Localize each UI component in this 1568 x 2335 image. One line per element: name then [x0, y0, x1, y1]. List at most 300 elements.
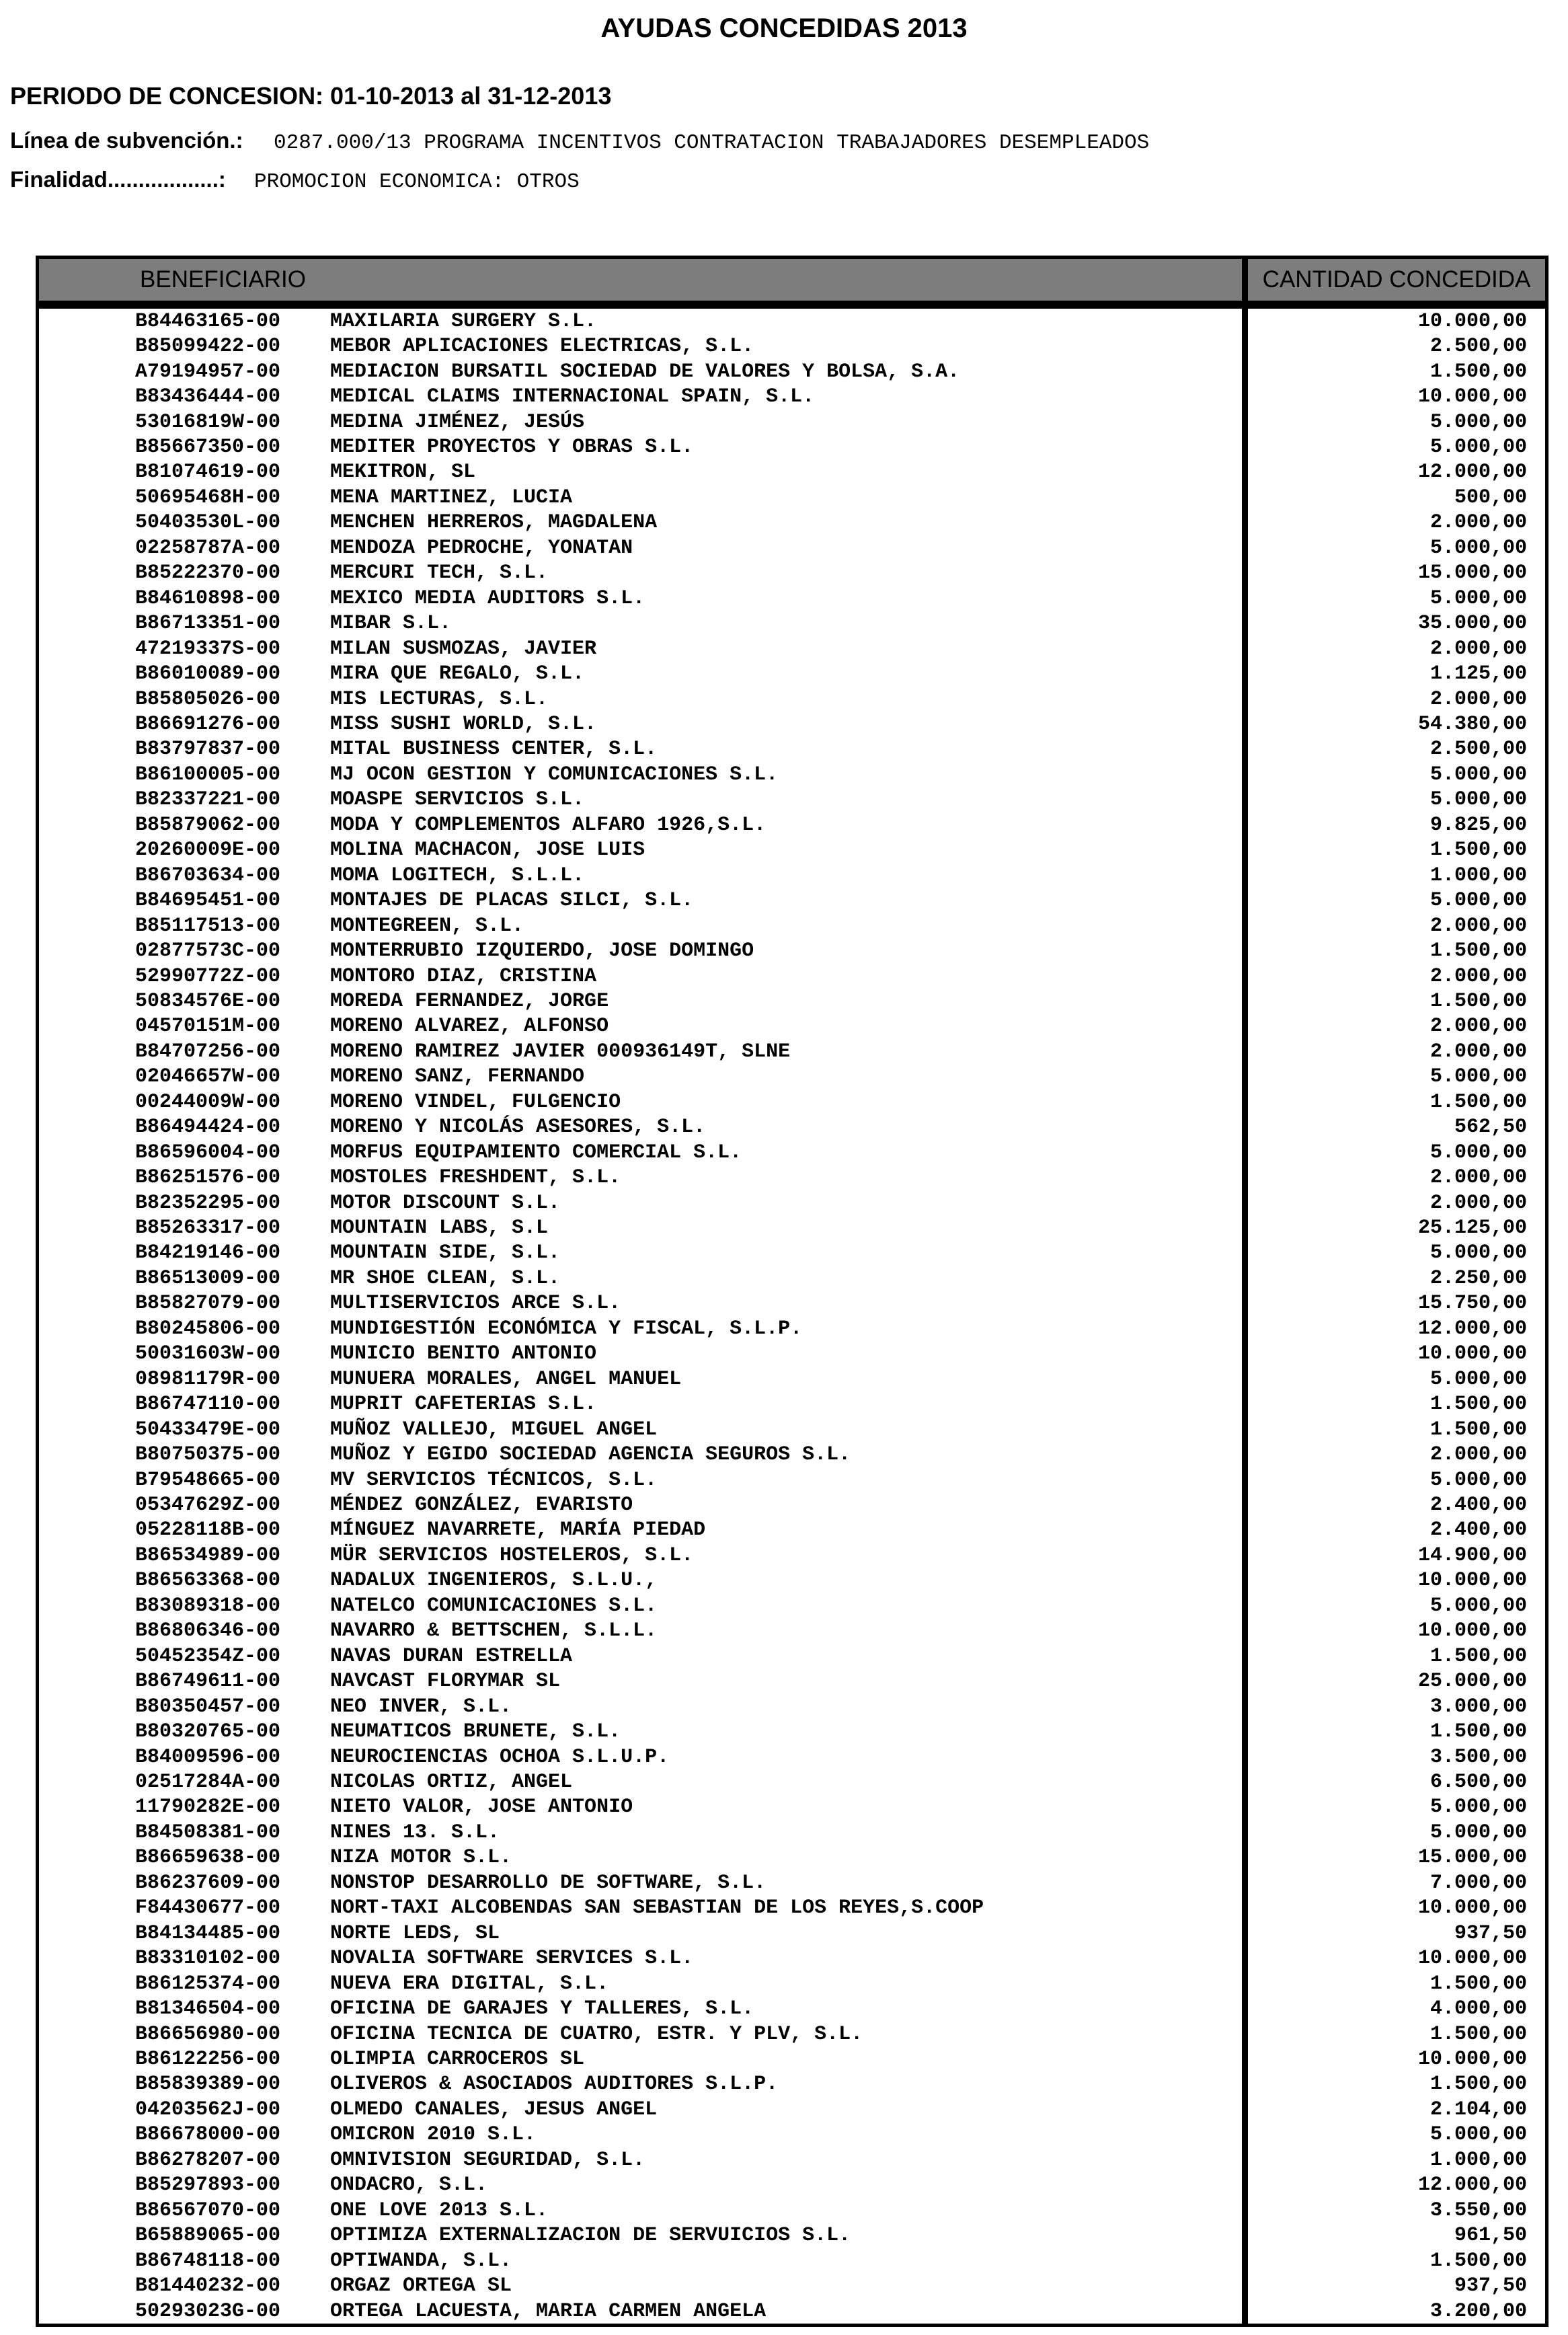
- beneficiary-name: NORTE LEDS, SL: [330, 1921, 500, 1945]
- table-row: [39, 938, 1545, 963]
- page-title: AYUDAS CONCEDIDAS 2013: [600, 13, 968, 43]
- column-header-cantidad-concedida: CANTIDAD CONCEDIDA: [1262, 266, 1531, 293]
- beneficiary-cell: [39, 1921, 1248, 1946]
- beneficiary-name: OLIMPIA CARROCEROS SL: [330, 2047, 585, 2071]
- beneficiary-id: B85667350-00: [135, 435, 281, 459]
- subsidy-line-label: Línea de subvención.:: [10, 128, 243, 153]
- table-row: [39, 1391, 1545, 1416]
- table-row: [39, 687, 1545, 712]
- table-row: [39, 1065, 1545, 1089]
- beneficiary-id: 02046657W-00: [135, 1065, 281, 1089]
- amount-granted: 6.500,00: [1429, 1771, 1527, 1794]
- beneficiary-cell: [39, 1795, 1248, 1820]
- subsidy-line-value: 0287.000/13 PROGRAMA INCENTIVOS CONTRATACION TRABAJADORES DESEMPLEADOS: [274, 131, 1150, 155]
- amount-granted: 2.000,00: [1429, 1015, 1527, 1038]
- amount-granted: 5.000,00: [1429, 2123, 1527, 2147]
- beneficiary-name: MEDICAL CLAIMS INTERNACIONAL SPAIN, S.L.: [330, 385, 815, 409]
- amount-granted: 1.500,00: [1429, 940, 1527, 963]
- amount-granted: 12.000,00: [1417, 1317, 1527, 1340]
- beneficiary-id: B86659638-00: [135, 1846, 281, 1870]
- amount-granted: 2.000,00: [1429, 1166, 1527, 1190]
- table-row: [39, 309, 1545, 334]
- beneficiary-id: B86563368-00: [135, 1569, 281, 1593]
- beneficiary-id: B85827079-00: [135, 1292, 281, 1315]
- beneficiary-cell: [39, 1065, 1248, 1089]
- table-row: [39, 1870, 1545, 1895]
- amount-granted: 937,50: [1454, 1921, 1527, 1945]
- beneficiary-id: B86748118-00: [135, 2249, 281, 2272]
- beneficiary-cell: [39, 1266, 1248, 1291]
- beneficiary-id: B85879062-00: [135, 813, 281, 837]
- amount-granted: 1.500,00: [1429, 1418, 1527, 1441]
- beneficiary-id: 04570151M-00: [135, 1015, 281, 1038]
- beneficiary-id: F84430677-00: [135, 1897, 281, 1920]
- table-row: [39, 434, 1545, 459]
- beneficiary-name: MOMA LOGITECH, S.L.L.: [330, 864, 585, 887]
- table-row: [39, 611, 1545, 636]
- beneficiary-name: MENA MARTINEZ, LUCIA: [330, 486, 573, 509]
- table-row: [39, 1745, 1545, 1769]
- table-row: [39, 1518, 1545, 1543]
- beneficiary-id: B86567070-00: [135, 2198, 281, 2222]
- beneficiary-id: 08981179R-00: [135, 1367, 281, 1391]
- beneficiary-name: MUÑOZ Y EGIDO SOCIEDAD AGENCIA SEGUROS S.L.: [330, 1443, 851, 1467]
- beneficiary-cell: [39, 1543, 1248, 1568]
- beneficiary-cell: [39, 359, 1248, 384]
- table-body: [39, 309, 1545, 2324]
- table-row: [39, 1896, 1545, 1921]
- beneficiary-id: 50293023G-00: [135, 2299, 281, 2323]
- amount-granted: 2.250,00: [1429, 1266, 1527, 1290]
- beneficiary-cell: [39, 2223, 1248, 2248]
- beneficiary-name: MUNUERA MORALES, ANGEL MANUEL: [330, 1367, 682, 1391]
- amount-granted: 10.000,00: [1417, 1619, 1527, 1643]
- beneficiary-cell: [39, 1745, 1248, 1769]
- beneficiary-name: MENCHEN HERREROS, MAGDALENA: [330, 511, 658, 535]
- beneficiary-name: NEO INVER, S.L.: [330, 1695, 512, 1718]
- amount-granted: 1.500,00: [1429, 1644, 1527, 1668]
- beneficiary-name: MORENO Y NICOLÁS ASESORES, S.L.: [330, 1116, 706, 1139]
- beneficiary-id: 02258787A-00: [135, 536, 281, 560]
- amount-granted: 25.125,00: [1417, 1217, 1527, 1240]
- table-row: [39, 762, 1545, 787]
- beneficiary-id: B80320765-00: [135, 1720, 281, 1744]
- table-row: [39, 510, 1545, 535]
- table-row: [39, 535, 1545, 560]
- beneficiary-name: MEDIACION BURSATIL SOCIEDAD DE VALORES Y BOLSA, S.A.: [330, 360, 960, 383]
- beneficiary-id: B86713351-00: [135, 612, 281, 636]
- beneficiary-id: 11790282E-00: [135, 1796, 281, 1819]
- amount-granted: 54.380,00: [1417, 712, 1527, 736]
- table-row: [39, 1115, 1545, 1140]
- amount-granted: 1.000,00: [1429, 2148, 1527, 2172]
- amount-granted: 2.000,00: [1429, 511, 1527, 535]
- beneficiary-id: 50433479E-00: [135, 1418, 281, 1441]
- amount-granted: 5.000,00: [1429, 410, 1527, 434]
- table-row: [39, 2147, 1545, 2172]
- amount-granted: 10.000,00: [1417, 2047, 1527, 2071]
- amount-granted: 10.000,00: [1417, 309, 1527, 333]
- beneficiary-cell: [39, 2097, 1248, 2122]
- amount-granted: 15.000,00: [1417, 1846, 1527, 1870]
- beneficiary-name: MÉNDEZ GONZÁLEZ, EVARISTO: [330, 1494, 633, 1517]
- beneficiary-cell: [39, 1014, 1248, 1039]
- beneficiary-cell: [39, 1291, 1248, 1316]
- table-row: [39, 913, 1545, 938]
- beneficiary-id: 00244009W-00: [135, 1090, 281, 1114]
- amount-granted: 1.500,00: [1429, 2249, 1527, 2272]
- beneficiary-cell: [39, 1896, 1248, 1921]
- beneficiary-name: MJ OCON GESTION Y COMUNICACIONES S.L.: [330, 763, 779, 786]
- purpose-label: Finalidad..................:: [10, 167, 226, 192]
- beneficiary-id: B86596004-00: [135, 1141, 281, 1164]
- beneficiary-id: B86122256-00: [135, 2047, 281, 2071]
- beneficiary-name: MULTISERVICIOS ARCE S.L.: [330, 1292, 621, 1315]
- amount-granted: 1.500,00: [1429, 839, 1527, 862]
- beneficiary-cell: [39, 1115, 1248, 1140]
- amount-granted: 14.900,00: [1417, 1543, 1527, 1567]
- amount-granted: 2.400,00: [1429, 1519, 1527, 1542]
- beneficiary-name: ORTEGA LACUESTA, MARIA CARMEN ANGELA: [330, 2299, 767, 2323]
- beneficiary-cell: [39, 1367, 1248, 1391]
- beneficiary-id: B86494424-00: [135, 1116, 281, 1139]
- table-row: [39, 964, 1545, 989]
- beneficiary-name: NOVALIA SOFTWARE SERVICES S.L.: [330, 1947, 694, 1970]
- amount-granted: 2.000,00: [1429, 1191, 1527, 1215]
- beneficiary-id: 20260009E-00: [135, 839, 281, 862]
- beneficiary-id: B85222370-00: [135, 562, 281, 585]
- beneficiary-name: NIZA MOTOR S.L.: [330, 1846, 512, 1870]
- beneficiary-cell: [39, 661, 1248, 686]
- amount-granted: 2.000,00: [1429, 914, 1527, 937]
- amount-granted: 562,50: [1454, 1116, 1527, 1139]
- beneficiary-name: MR SHOE CLEAN, S.L.: [330, 1266, 561, 1290]
- beneficiary-id: B86534989-00: [135, 1543, 281, 1567]
- beneficiary-name: OMICRON 2010 S.L.: [330, 2123, 537, 2147]
- amount-granted: 3.550,00: [1429, 2198, 1527, 2222]
- table-row: [39, 1845, 1545, 1870]
- table-row: [39, 1165, 1545, 1190]
- beneficiary-cell: [39, 1492, 1248, 1517]
- beneficiary-id: B85263317-00: [135, 1217, 281, 1240]
- beneficiary-cell: [39, 863, 1248, 888]
- amount-granted: 5.000,00: [1429, 1241, 1527, 1265]
- beneficiary-name: MORENO RAMIREZ JAVIER 000936149T, SLNE: [330, 1040, 791, 1063]
- beneficiary-name: NAVAS DURAN ESTRELLA: [330, 1644, 573, 1668]
- beneficiary-name: NINES 13. S.L.: [330, 1821, 500, 1844]
- beneficiary-cell: [39, 2072, 1248, 2097]
- beneficiary-id: 47219337S-00: [135, 637, 281, 660]
- amount-granted: 7.000,00: [1429, 1871, 1527, 1894]
- amount-granted: 5.000,00: [1429, 889, 1527, 913]
- beneficiary-cell: [39, 1568, 1248, 1593]
- amount-granted: 937,50: [1454, 2274, 1527, 2298]
- beneficiary-id: B65889065-00: [135, 2224, 281, 2248]
- beneficiary-id: B82352295-00: [135, 1191, 281, 1215]
- amount-granted: 2.000,00: [1429, 637, 1527, 660]
- table-row: [39, 1996, 1545, 2021]
- table-row: [39, 1241, 1545, 1266]
- beneficiary-id: 52990772Z-00: [135, 964, 281, 988]
- beneficiary-id: B80245806-00: [135, 1317, 281, 1340]
- beneficiary-cell: [39, 687, 1248, 712]
- table-row: [39, 410, 1545, 434]
- beneficiary-name: MEXICO MEDIA AUDITORS S.L.: [330, 586, 645, 610]
- beneficiary-name: MÜR SERVICIOS HOSTELEROS, S.L.: [330, 1543, 694, 1567]
- beneficiary-name: NEUROCIENCIAS OCHOA S.L.U.P.: [330, 1745, 670, 1769]
- beneficiary-name: MONTEGREEN, S.L.: [330, 914, 524, 937]
- beneficiary-name: MÍNGUEZ NAVARRETE, MARÍA PIEDAD: [330, 1519, 706, 1542]
- beneficiary-id: B84219146-00: [135, 1241, 281, 1265]
- beneficiary-id: B83797837-00: [135, 738, 281, 761]
- amount-granted: 5.000,00: [1429, 1065, 1527, 1089]
- beneficiary-cell: [39, 1417, 1248, 1442]
- beneficiary-cell: [39, 712, 1248, 736]
- beneficiary-name: NAVARRO & BETTSCHEN, S.L.L.: [330, 1619, 658, 1643]
- table-row: [39, 1089, 1545, 1114]
- amount-granted: 10.000,00: [1417, 385, 1527, 409]
- beneficiary-cell: [39, 1342, 1248, 1367]
- table-row: [39, 2072, 1545, 2097]
- table-row: [39, 1971, 1545, 1996]
- beneficiary-name: MOLINA MACHACON, JOSE LUIS: [330, 839, 645, 862]
- amount-granted: 5.000,00: [1429, 435, 1527, 459]
- table-row: [39, 1291, 1545, 1316]
- beneficiary-cell: [39, 1518, 1248, 1543]
- amount-granted: 1.125,00: [1429, 662, 1527, 686]
- beneficiary-cell: [39, 384, 1248, 409]
- beneficiary-name: MOUNTAIN SIDE, S.L.: [330, 1241, 561, 1265]
- beneficiary-id: B85099422-00: [135, 335, 281, 358]
- amount-granted: 5.000,00: [1429, 536, 1527, 560]
- beneficiary-cell: [39, 1946, 1248, 1970]
- beneficiary-name: MOUNTAIN LABS, S.L: [330, 1217, 549, 1240]
- beneficiary-name: MAXILARIA SURGERY S.L.: [330, 309, 597, 333]
- table-row: [39, 2248, 1545, 2273]
- table-row: [39, 2299, 1545, 2324]
- beneficiary-cell: [39, 561, 1248, 586]
- beneficiary-cell: [39, 2248, 1248, 2273]
- amount-granted: 1.000,00: [1429, 864, 1527, 887]
- beneficiary-name: MUNDIGESTIÓN ECONÓMICA Y FISCAL, S.L.P.: [330, 1317, 803, 1340]
- amount-granted: 5.000,00: [1429, 586, 1527, 610]
- beneficiary-cell: [39, 938, 1248, 963]
- table-row: [39, 2198, 1545, 2223]
- table-row: [39, 1568, 1545, 1593]
- beneficiary-cell: [39, 1845, 1248, 1870]
- table-row: [39, 1694, 1545, 1719]
- beneficiary-cell: [39, 334, 1248, 358]
- beneficiary-name: MEBOR APLICACIONES ELECTRICAS, S.L.: [330, 335, 754, 358]
- beneficiary-id: 50403530L-00: [135, 511, 281, 535]
- beneficiary-cell: [39, 410, 1248, 434]
- amount-granted: 2.000,00: [1429, 964, 1527, 988]
- amount-granted: 1.500,00: [1429, 2022, 1527, 2046]
- beneficiary-name: OLMEDO CANALES, JESUS ANGEL: [330, 2098, 658, 2121]
- beneficiary-name: MOASPE SERVICIOS S.L.: [330, 788, 585, 812]
- beneficiary-cell: [39, 1769, 1248, 1794]
- beneficiary-cell: [39, 309, 1248, 334]
- beneficiary-id: 05228118B-00: [135, 1519, 281, 1542]
- table-row: [39, 838, 1545, 863]
- beneficiary-name: NADALUX INGENIEROS, S.L.U.,: [330, 1569, 658, 1593]
- amount-granted: 9.825,00: [1429, 813, 1527, 837]
- beneficiary-cell: [39, 1140, 1248, 1165]
- beneficiary-id: B86691276-00: [135, 712, 281, 736]
- beneficiary-cell: [39, 1391, 1248, 1416]
- beneficiary-id: 04203562J-00: [135, 2098, 281, 2121]
- beneficiary-id: B84009596-00: [135, 1745, 281, 1769]
- amount-granted: 500,00: [1454, 486, 1527, 509]
- table-row: [39, 661, 1545, 686]
- beneficiary-id: 50695468H-00: [135, 486, 281, 509]
- beneficiary-id: 05347629Z-00: [135, 1494, 281, 1517]
- beneficiary-name: NATELCO COMUNICACIONES S.L.: [330, 1594, 658, 1617]
- table-row: [39, 1820, 1545, 1845]
- beneficiary-name: MORENO VINDEL, FULGENCIO: [330, 1090, 621, 1114]
- beneficiary-cell: [39, 535, 1248, 560]
- beneficiary-cell: [39, 913, 1248, 938]
- beneficiary-cell: [39, 812, 1248, 837]
- purpose-line: [10, 167, 580, 194]
- beneficiary-cell: [39, 1593, 1248, 1618]
- table-row: [39, 1644, 1545, 1669]
- beneficiary-cell: [39, 586, 1248, 611]
- table-row: [39, 2022, 1545, 2046]
- beneficiary-id: B80750375-00: [135, 1443, 281, 1467]
- beneficiary-id: 50452354Z-00: [135, 1644, 281, 1668]
- amount-granted: 3.500,00: [1429, 1745, 1527, 1769]
- table-row: [39, 1769, 1545, 1794]
- amount-granted: 1.500,00: [1429, 360, 1527, 383]
- beneficiary-name: OPTIWANDA, S.L.: [330, 2249, 512, 2272]
- amount-granted: 35.000,00: [1417, 612, 1527, 636]
- beneficiary-id: B86278207-00: [135, 2148, 281, 2172]
- beneficiary-id: B86749611-00: [135, 1670, 281, 1693]
- table-row: [39, 1619, 1545, 1644]
- amount-granted: 2.104,00: [1429, 2098, 1527, 2121]
- beneficiary-name: OPTIMIZA EXTERNALIZACION DE SERVUICIOS S.L.: [330, 2224, 851, 2248]
- table-row: [39, 788, 1545, 812]
- table-row: [39, 812, 1545, 837]
- beneficiary-cell: [39, 1215, 1248, 1240]
- table-row: [39, 2122, 1545, 2147]
- beneficiary-name: ORGAZ ORTEGA SL: [330, 2274, 512, 2298]
- beneficiary-id: B84610898-00: [135, 586, 281, 610]
- table-row: [39, 334, 1545, 358]
- amount-granted: 5.000,00: [1429, 1796, 1527, 1819]
- beneficiary-cell: [39, 1165, 1248, 1190]
- table-row: [39, 1266, 1545, 1291]
- amount-granted: 25.000,00: [1417, 1670, 1527, 1693]
- beneficiary-cell: [39, 485, 1248, 510]
- beneficiary-name: MUNICIO BENITO ANTONIO: [330, 1342, 597, 1366]
- beneficiary-name: OFICINA DE GARAJES Y TALLERES, S.L.: [330, 1997, 754, 2021]
- table-row: [39, 1921, 1545, 1946]
- amount-granted: 2.500,00: [1429, 335, 1527, 358]
- beneficiary-cell: [39, 1669, 1248, 1693]
- beneficiary-cell: [39, 788, 1248, 812]
- beneficiary-id: B84707256-00: [135, 1040, 281, 1063]
- amount-granted: 4.000,00: [1429, 1997, 1527, 2021]
- amount-granted: 2.000,00: [1429, 1443, 1527, 1467]
- table-row: [39, 1417, 1545, 1442]
- beneficiary-id: 02517284A-00: [135, 1771, 281, 1794]
- table-row: [39, 1316, 1545, 1341]
- amount-granted: 2.000,00: [1429, 687, 1527, 711]
- beneficiary-cell: [39, 1190, 1248, 1215]
- beneficiary-cell: [39, 1241, 1248, 1266]
- beneficiary-cell: [39, 434, 1248, 459]
- beneficiary-cell: [39, 1971, 1248, 1996]
- amount-granted: 12.000,00: [1417, 461, 1527, 484]
- table-row: [39, 2173, 1545, 2198]
- beneficiary-cell: [39, 2198, 1248, 2223]
- beneficiary-name: OFICINA TECNICA DE CUATRO, ESTR. Y PLV, S.L.: [330, 2022, 863, 2046]
- amount-granted: 1.500,00: [1429, 1090, 1527, 1114]
- beneficiary-cell: [39, 1719, 1248, 1744]
- table-row: [39, 1946, 1545, 1970]
- amount-granted: 1.500,00: [1429, 1972, 1527, 1995]
- amount-granted: 1.500,00: [1429, 1393, 1527, 1416]
- beneficiary-cell: [39, 1694, 1248, 1719]
- amount-granted: 5.000,00: [1429, 1468, 1527, 1492]
- amount-granted: 1.500,00: [1429, 989, 1527, 1013]
- table-row: [39, 2223, 1545, 2248]
- table-row: [39, 359, 1545, 384]
- beneficiary-name: NIETO VALOR, JOSE ANTONIO: [330, 1796, 633, 1819]
- beneficiary-id: B86513009-00: [135, 1266, 281, 1290]
- table-row: [39, 712, 1545, 736]
- beneficiary-cell: [39, 1996, 1248, 2021]
- table-row: [39, 1140, 1545, 1165]
- beneficiary-cell: [39, 636, 1248, 661]
- table-row: [39, 1367, 1545, 1391]
- beneficiary-name: MERCURI TECH, S.L.: [330, 562, 549, 585]
- amount-granted: 5.000,00: [1429, 1821, 1527, 1844]
- amount-granted: 3.000,00: [1429, 1695, 1527, 1718]
- beneficiary-name: ONE LOVE 2013 S.L.: [330, 2198, 549, 2222]
- beneficiary-id: 50031603W-00: [135, 1342, 281, 1366]
- beneficiary-cell: [39, 2273, 1248, 2298]
- amount-granted: 5.000,00: [1429, 1141, 1527, 1164]
- table-row: [39, 2273, 1545, 2298]
- concession-period-line: PERIODO DE CONCESION: 01-10-2013 al 31-12-2013: [10, 82, 612, 110]
- table-row: [39, 2046, 1545, 2071]
- beneficiary-name: MEKITRON, SL: [330, 461, 476, 484]
- beneficiary-id: B86125374-00: [135, 1972, 281, 1995]
- table-row: [39, 1492, 1545, 1517]
- beneficiary-id: B83310102-00: [135, 1947, 281, 1970]
- beneficiary-name: MONTAJES DE PLACAS SILCI, S.L.: [330, 889, 694, 913]
- purpose-value: PROMOCION ECONOMICA: OTROS: [254, 170, 580, 194]
- table-row: [39, 384, 1545, 409]
- beneficiary-id: B85805026-00: [135, 687, 281, 711]
- beneficiary-id: B86703634-00: [135, 864, 281, 887]
- beneficiary-name: MORENO SANZ, FERNANDO: [330, 1065, 585, 1089]
- beneficiary-id: B81346504-00: [135, 1997, 281, 2021]
- amount-granted: 15.750,00: [1417, 1292, 1527, 1315]
- beneficiary-name: MORFUS EQUIPAMIENTO COMERCIAL S.L.: [330, 1141, 742, 1164]
- beneficiary-cell: [39, 838, 1248, 863]
- beneficiary-cell: [39, 1820, 1248, 1845]
- beneficiary-cell: [39, 2173, 1248, 2198]
- beneficiary-name: MIRA QUE REGALO, S.L.: [330, 662, 585, 686]
- beneficiary-name: MIS LECTURAS, S.L.: [330, 687, 549, 711]
- beneficiary-name: NAVCAST FLORYMAR SL: [330, 1670, 561, 1693]
- table-row: [39, 1190, 1545, 1215]
- table-row: [39, 1014, 1545, 1039]
